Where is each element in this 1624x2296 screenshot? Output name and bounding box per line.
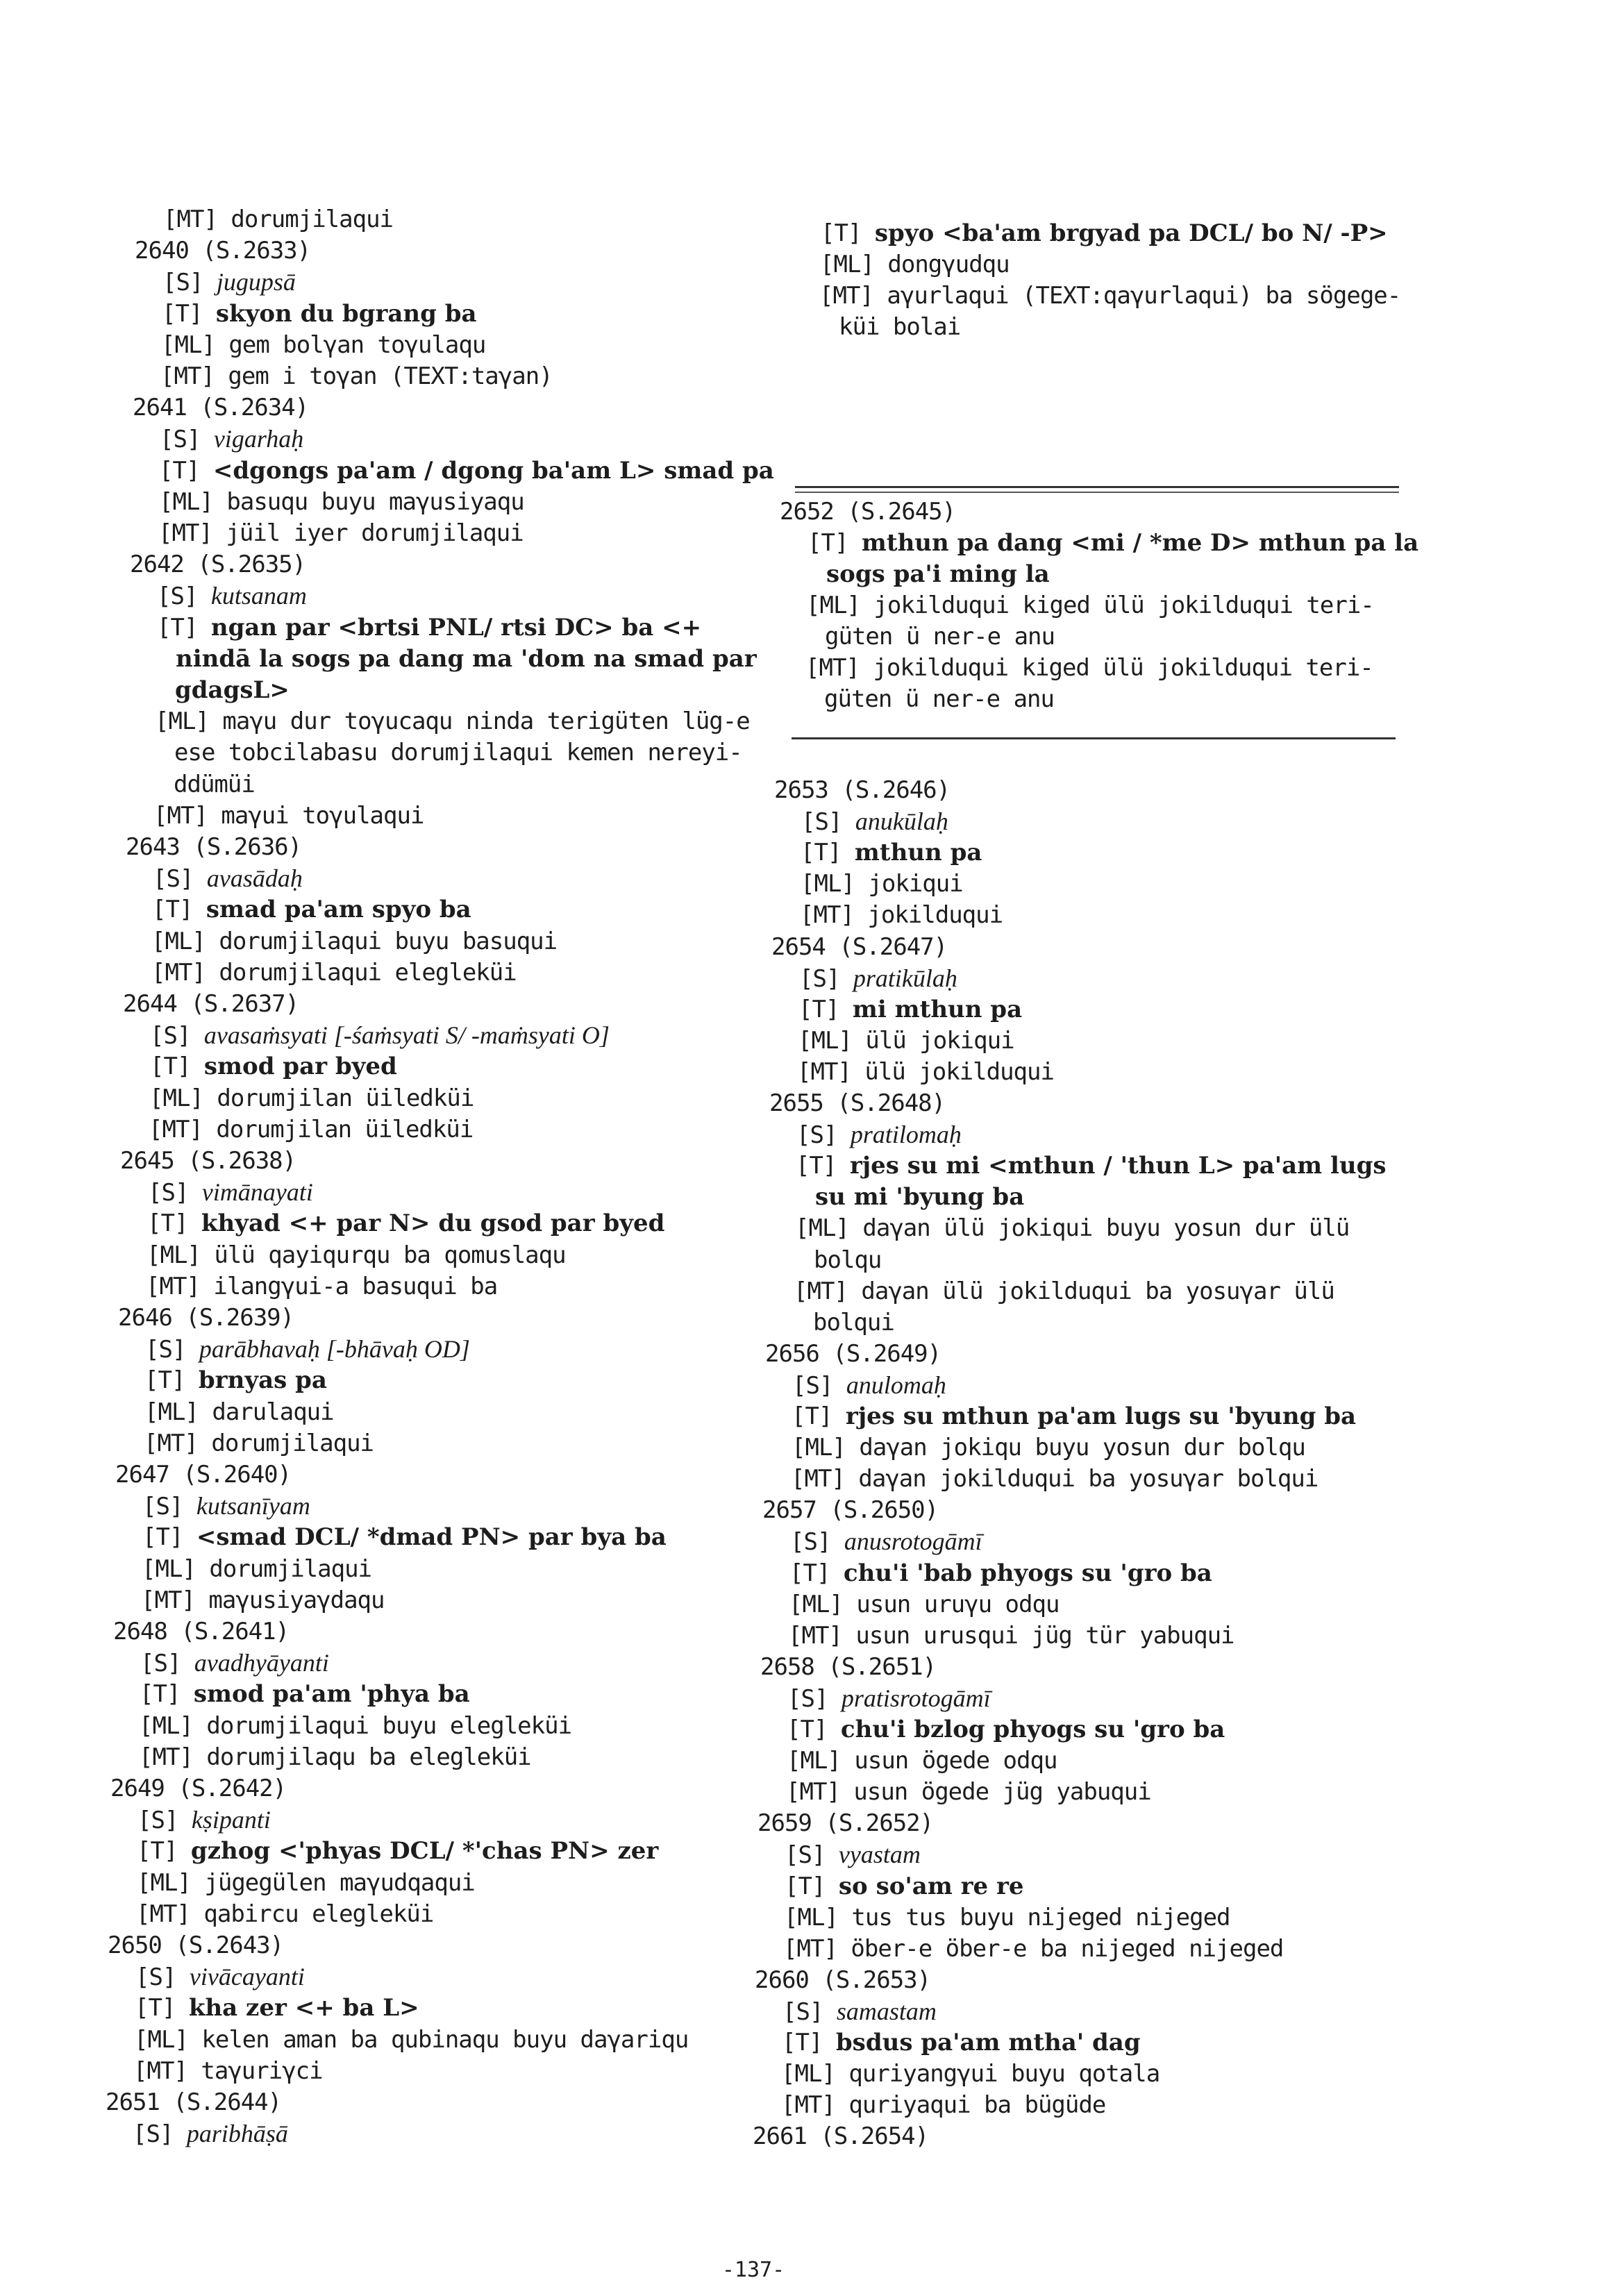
- entry-text: pratikūlaḥ: [853, 964, 957, 992]
- entry-text: quriyangγui buyu qotala: [848, 2060, 1160, 2088]
- field-tag: [T]: [821, 219, 862, 247]
- entry-text: bsdus pa'am mtha' dag: [835, 2029, 1141, 2056]
- entry-text: kelen aman ba qubinaqu buyu daγariqu: [201, 2025, 689, 2054]
- entry-number: [780, 498, 955, 526]
- entry-text: daγan ülü jokilduqui ba yosuγar ülü: [861, 1277, 1334, 1305]
- entry-line: [798, 996, 1022, 1023]
- entry-line: [801, 870, 963, 898]
- entry-text: anukūlaḥ: [855, 807, 948, 836]
- entry-text: ülü jokiqui: [865, 1026, 1014, 1055]
- entry-text: ülü qayiqurqu ba qomuslaqu: [214, 1241, 566, 1269]
- entry-text: sogs pa'i ming la: [826, 560, 1050, 588]
- entry-line: [813, 1309, 894, 1336]
- field-tag: [T]: [801, 839, 842, 867]
- field-tag: [ML]: [142, 1555, 196, 1583]
- entry-text: maγu dur toγucaqu ninda terigüten lüg-e: [222, 707, 750, 736]
- field-tag: [MT]: [151, 958, 206, 987]
- field-tag: [ML]: [151, 927, 206, 955]
- field-tag: [ML]: [134, 2025, 188, 2054]
- entry-text: gdagsL>: [175, 676, 290, 704]
- entry-text: güten ü ner-e anu: [825, 623, 1055, 651]
- field-tag: [S]: [160, 426, 201, 454]
- entry-text: dorumjilaqui: [209, 1555, 372, 1583]
- field-tag: [ML]: [144, 1398, 199, 1426]
- field-tag: [MT]: [783, 1934, 837, 1963]
- field-tag: [MT]: [136, 1900, 190, 1928]
- entry-text: smod par byed: [203, 1053, 397, 1081]
- entry-line: [786, 1778, 1151, 1806]
- entry-text: darulaqui: [212, 1398, 334, 1426]
- entry-text: anulomaḥ: [846, 1371, 946, 1399]
- entry-line: [825, 623, 1055, 651]
- entry-text: gzhog <'phyas DCL/ *'chas PN> zer: [190, 1837, 659, 1866]
- field-tag: [ML]: [801, 870, 855, 898]
- entry-line: [792, 1434, 1305, 1461]
- entry-number: [762, 1496, 938, 1524]
- entry-text: kha zer <+ ba L>: [188, 1994, 419, 2022]
- field-tag: [S]: [787, 1684, 828, 1713]
- entry-number: [755, 1966, 930, 1994]
- entry-line: [782, 2029, 1141, 2056]
- entry-number-text: 2641 (S.2634): [133, 394, 309, 422]
- entry-line: [791, 1465, 1318, 1493]
- box-top-rule-inner: [795, 492, 1399, 493]
- entry-number: [753, 2122, 928, 2150]
- entry-text: so so'am re re: [838, 1872, 1024, 1900]
- entry-number-text: 2646 (S.2639): [118, 1304, 294, 1332]
- entry-text: chu'i 'bab phyogs su 'gro ba: [843, 1559, 1212, 1587]
- field-tag: [T]: [140, 1680, 181, 1709]
- field-tag: [ML]: [155, 707, 209, 736]
- field-tag: [MT]: [794, 1277, 848, 1305]
- field-tag: [T]: [157, 613, 198, 642]
- entry-line: [789, 1591, 1059, 1618]
- entry-line: [821, 219, 1388, 247]
- entry-number-text: 2658 (S.2651): [760, 1652, 937, 1681]
- entry-text: <dgongs pa'am / dgong ba'am L> smad pa: [212, 456, 774, 485]
- field-tag: [T]: [137, 1837, 178, 1866]
- field-tag: [T]: [152, 896, 193, 924]
- field-tag: [S]: [157, 583, 198, 611]
- entry-line: [820, 251, 1010, 278]
- entry-text: brnyas pa: [198, 1366, 327, 1395]
- entry-text: ilangγui-a basuqui ba: [213, 1272, 498, 1300]
- field-tag: [S]: [796, 1121, 837, 1150]
- field-tag: [ML]: [784, 1903, 838, 1932]
- entry-number-text: 2640 (S.2633): [135, 237, 311, 265]
- entry-text: rjes su mthun pa'am lugs su 'byung ba: [845, 1402, 1357, 1430]
- field-tag: [T]: [787, 1716, 828, 1743]
- entry-text: daγan jokiqu buyu yosun dur bolqu: [859, 1434, 1305, 1462]
- entry-text: spyo <ba'am brgyad pa DCL/ bo N/ -P>: [874, 219, 1388, 247]
- entry-number-text: 2642 (S.2635): [130, 551, 306, 579]
- entry-text: dorumjilaqui buyu basuqui: [219, 927, 558, 955]
- field-tag: [T]: [147, 1209, 188, 1238]
- entry-line: [785, 1872, 1024, 1900]
- field-tag: [S]: [790, 1528, 831, 1557]
- entry-text: ülü jokilduqui: [864, 1057, 1054, 1086]
- field-tag: [ML]: [139, 1711, 193, 1740]
- entry-line: [792, 1402, 1356, 1430]
- entry-line: [792, 1371, 946, 1400]
- field-tag: [S]: [145, 1336, 186, 1364]
- field-tag: [T]: [782, 2029, 823, 2056]
- entry-line: [839, 313, 960, 341]
- entry-line: [796, 1152, 1387, 1180]
- entry-line: [819, 282, 1400, 310]
- entry-text: nindā la sogs pa dang ma 'dom na smad par: [176, 644, 757, 673]
- entry-text: mi mthun pa: [852, 995, 1023, 1023]
- field-tag: [ML]: [147, 1241, 201, 1269]
- field-tag: [ML]: [161, 330, 215, 359]
- entry-text: chu'i bzlog phyogs su 'gro ba: [840, 1716, 1225, 1743]
- field-tag: [S]: [137, 1807, 178, 1835]
- entry-line: [798, 1027, 1014, 1055]
- field-tag: [ML]: [792, 1434, 846, 1462]
- field-tag: [MT]: [163, 206, 217, 233]
- field-tag: [MT]: [149, 1115, 203, 1143]
- entry-number-text: 2643 (S.2636): [126, 833, 302, 861]
- entry-line: [807, 529, 1418, 557]
- entry-text: dorumjilaqui: [231, 206, 394, 233]
- box-top-rule: [795, 486, 1399, 488]
- entry-text: jokiqui: [868, 870, 963, 898]
- entry-text: vigarhaḥ: [213, 425, 304, 453]
- entry-number: [765, 1340, 941, 1368]
- field-tag: [S]: [150, 1022, 191, 1050]
- field-tag: [ML]: [795, 1214, 849, 1243]
- field-tag: [T]: [135, 1994, 176, 2022]
- entry-number-text: 2659 (S.2652): [757, 1809, 934, 1838]
- entry-number: [757, 1809, 933, 1837]
- field-tag: [MT]: [800, 901, 854, 930]
- entry-number: [774, 776, 950, 804]
- field-tag: [S]: [148, 1179, 189, 1207]
- entry-number-text: 2651 (S.2644): [106, 2088, 282, 2116]
- entry-text: qabircu elegleküi: [203, 1900, 434, 1928]
- entry-number-text: 2647 (S.2640): [115, 1461, 292, 1489]
- entry-line: [801, 839, 982, 866]
- entry-line: [800, 901, 1003, 929]
- entry-text: usun ögede odqu: [854, 1747, 1057, 1775]
- entry-text: rjes su mi <mthun / 'thun L> pa'am lugs: [849, 1152, 1387, 1180]
- field-tag: [S]: [162, 269, 203, 297]
- field-tag: [T]: [162, 299, 203, 328]
- entry-text: basuqu buyu maγusiyaqu: [226, 487, 524, 516]
- field-tag: [ML]: [159, 487, 213, 516]
- entry-text: dorumjilaqu ba elegleküi: [206, 1743, 531, 1771]
- entry-number-text: 2656 (S.2649): [765, 1339, 941, 1368]
- entry-text: ese tobcilabasu dorumjilaqui kemen nereyi-: [174, 739, 742, 767]
- entry-text: küi bolai: [839, 313, 961, 341]
- entry-text: su mi 'byung ba: [815, 1183, 1025, 1212]
- entry-number-text: 2655 (S.2648): [769, 1089, 946, 1117]
- field-tag: [ML]: [781, 2060, 835, 2088]
- entry-text: jokilduqui kiged ülü jokilduqui teri-: [873, 592, 1374, 619]
- field-tag: [S]: [142, 1493, 183, 1521]
- entry-text: usun ögede jüg yabuqui: [853, 1778, 1151, 1807]
- field-tag: [T]: [785, 1872, 826, 1900]
- field-tag: [S]: [799, 964, 840, 993]
- field-tag: [MT]: [797, 1057, 851, 1086]
- entry-text: jugupsā: [216, 268, 296, 296]
- entry-text: dorumjilaqui elegleküi: [219, 958, 517, 987]
- entry-line: [805, 654, 1373, 682]
- entry-text: dorumjilaqui: [211, 1429, 374, 1457]
- entry-number-text: 2657 (S.2650): [762, 1496, 939, 1525]
- field-tag: [T]: [142, 1523, 183, 1552]
- field-tag: [MT]: [139, 1743, 193, 1771]
- entry-text: usun uruγu odqu: [856, 1590, 1060, 1618]
- entry-line: [788, 1622, 1234, 1650]
- entry-line: [789, 1559, 1212, 1587]
- entry-line: [790, 1527, 982, 1556]
- entry-text: maγui toγulaqui: [221, 801, 424, 830]
- field-tag: [T]: [159, 456, 200, 485]
- entry-line: [787, 1747, 1057, 1775]
- entry-text: usun urusqui jüg tür yabuqui: [855, 1621, 1234, 1650]
- entry-number-text: 2654 (S.2647): [771, 932, 948, 961]
- field-tag: [T]: [789, 1559, 830, 1587]
- entry-text: <smad DCL/ *dmad PN> par bya ba: [196, 1523, 667, 1552]
- entry-text: jokilduqui: [867, 901, 1003, 930]
- entry-number: [771, 933, 947, 961]
- field-tag: [T]: [796, 1152, 837, 1180]
- entry-text: skyon du bgrang ba: [215, 299, 477, 328]
- entry-text: daγan jokilduqui ba yosuγar bolqui: [858, 1465, 1319, 1493]
- entry-line: [785, 1841, 921, 1869]
- entry-number-text: 2661 (S.2654): [753, 2122, 929, 2151]
- entry-line: [783, 1935, 1283, 1963]
- entry-line: [781, 2060, 1160, 2088]
- entry-text: pratilomaḥ: [850, 1121, 962, 1149]
- entry-text: ngan par <brtsi PNL/ rtsi DC> ba <+: [210, 613, 702, 642]
- field-tag: [T]: [807, 529, 848, 557]
- field-tag: [S]: [785, 1841, 826, 1870]
- entry-text: mthun pa: [854, 839, 982, 867]
- entry-line: [801, 807, 948, 836]
- entry-text: smad pa'am spyo ba: [206, 896, 471, 924]
- entry-text: jügegülen maγudqaqui: [204, 1868, 475, 1897]
- field-tag: [S]: [133, 2120, 174, 2149]
- field-tag: [MT]: [786, 1778, 840, 1807]
- entry-number-text: 2653 (S.2646): [774, 776, 951, 804]
- entry-text: dorumjilaqui buyu elegleküi: [206, 1711, 572, 1740]
- field-tag: [T]: [150, 1053, 191, 1081]
- entry-line: [826, 560, 1050, 588]
- entry-text: gem i toγan (TEXT:taγan): [228, 362, 553, 390]
- entry-text: maγusiyaγdaqu: [208, 1586, 385, 1614]
- entry-line: [794, 1277, 1334, 1305]
- page-number: -137-: [721, 2258, 785, 2282]
- entry-line: [784, 1904, 1230, 1932]
- entry-number-text: 2644 (S.2637): [123, 990, 299, 1018]
- entry-text: dongγudqu: [887, 251, 1010, 278]
- entry-text: kutsanam: [210, 582, 307, 610]
- entry-text: bolqu: [814, 1246, 882, 1274]
- field-tag: [MT]: [781, 2091, 835, 2120]
- entry-number-text: 2649 (S.2642): [110, 1775, 287, 1802]
- entry-line: [795, 1214, 1349, 1242]
- field-tag: [MT]: [805, 654, 860, 682]
- field-tag: [T]: [144, 1366, 185, 1395]
- entry-text: kṣipanti: [191, 1806, 271, 1834]
- entry-text: tus tus buyu nijeged nijeged: [851, 1903, 1230, 1932]
- entry-line: [806, 592, 1374, 619]
- entry-text: güten ü ner-e anu: [824, 685, 1054, 713]
- field-tag: [S]: [801, 808, 842, 837]
- entry-number-text: 2645 (S.2638): [120, 1147, 296, 1175]
- entry-number-text: 2648 (S.2641): [113, 1618, 290, 1645]
- entry-text: aγurlaqui (TEXT:qaγurlaqui) ba sögege-: [887, 282, 1401, 310]
- entry-text: anusrotogāmī: [844, 1527, 982, 1556]
- entry-line: [787, 1716, 1225, 1743]
- field-tag: [S]: [792, 1371, 833, 1400]
- entry-line: [815, 1183, 1024, 1211]
- entry-text: dorumjilan üiledküi: [216, 1115, 474, 1143]
- entry-number-text: 2652 (S.2645): [780, 498, 956, 526]
- field-tag: [MT]: [144, 1429, 198, 1457]
- entry-line: [796, 1121, 962, 1149]
- field-tag: [MT]: [788, 1621, 842, 1650]
- entry-line: [814, 1246, 881, 1274]
- entry-line: [824, 685, 1054, 713]
- entry-line: [787, 1684, 991, 1713]
- entry-text: taγuriγci: [201, 2056, 323, 2085]
- entry-text: dorumjilan üiledküi: [217, 1084, 474, 1112]
- entry-text: avadhyāyanti: [194, 1649, 329, 1677]
- entry-text: kutsanīyam: [196, 1492, 310, 1520]
- field-tag: [MT]: [819, 282, 873, 310]
- entry-text: avasaṁsyati [-śaṁsyati S/ -maṁsyati O]: [203, 1021, 610, 1050]
- field-tag: [MT]: [153, 801, 208, 830]
- field-tag: [ML]: [787, 1747, 841, 1775]
- entry-line: [797, 1058, 1054, 1086]
- entry-text: vimānayati: [201, 1178, 313, 1207]
- entry-text: gem bolγan toγulaqu: [228, 330, 486, 359]
- entry-text: parābhavaḥ [-bhāvaḥ OD]: [199, 1335, 470, 1364]
- field-tag: [ML]: [806, 592, 860, 619]
- field-tag: [S]: [135, 1963, 176, 1992]
- field-tag: [ML]: [789, 1590, 843, 1618]
- entry-number: [760, 1653, 936, 1681]
- entry-text: smod pa'am 'phya ba: [193, 1680, 470, 1709]
- entry-text: avasādaḥ: [206, 864, 303, 893]
- entry-text: jüil iyer dorumjilaqui: [226, 519, 524, 547]
- field-tag: [S]: [153, 865, 194, 894]
- entry-line: [781, 2091, 1105, 2119]
- box-bottom-rule: [792, 737, 1396, 739]
- entry-text: vivācayanti: [189, 1963, 305, 1991]
- entry-text: samastam: [836, 1997, 937, 2025]
- field-tag: [ML]: [798, 1026, 852, 1055]
- field-tag: [T]: [798, 995, 839, 1023]
- entry-text: jokilduqui kiged ülü jokilduqui teri-: [873, 654, 1373, 682]
- field-tag: [MT]: [791, 1465, 845, 1493]
- entry-text: öber-e öber-e ba nijeged nijeged: [851, 1934, 1284, 1963]
- field-tag: [S]: [140, 1650, 181, 1678]
- entry-text: bolqui: [813, 1308, 894, 1336]
- entry-text: mthun pa dang <mi / *me D> mthun pa la: [861, 529, 1419, 557]
- entry-text: paribhāṣā: [186, 2120, 288, 2148]
- field-tag: [S]: [782, 1997, 823, 2026]
- entry-line: [799, 964, 957, 993]
- entry-text: vyastam: [838, 1841, 921, 1869]
- entry-number-text: 2660 (S.2653): [755, 1966, 931, 1994]
- entry-text: ddümüi: [174, 770, 255, 798]
- entry-text: khyad <+ par N> du gsod par byed: [201, 1209, 665, 1238]
- entry-number-text: 2650 (S.2643): [108, 1932, 284, 1959]
- field-tag: [ML]: [149, 1084, 203, 1112]
- field-tag: [MT]: [146, 1272, 200, 1300]
- field-tag: [MT]: [133, 2056, 187, 2085]
- entry-text: pratisrotogāmī: [841, 1684, 991, 1712]
- entry-line: [782, 1997, 937, 2026]
- entry-text: daγan ülü jokiqui buyu yosun dur ülü: [862, 1214, 1350, 1243]
- field-tag: [ML]: [820, 251, 874, 278]
- field-tag: [T]: [792, 1402, 832, 1430]
- field-tag: [MT]: [160, 362, 215, 390]
- entry-number: [769, 1089, 945, 1117]
- field-tag: [MT]: [158, 519, 212, 547]
- entry-text: quriyaqui ba bügüde: [848, 2091, 1106, 2120]
- field-tag: [ML]: [137, 1868, 191, 1897]
- field-tag: [MT]: [141, 1586, 195, 1614]
